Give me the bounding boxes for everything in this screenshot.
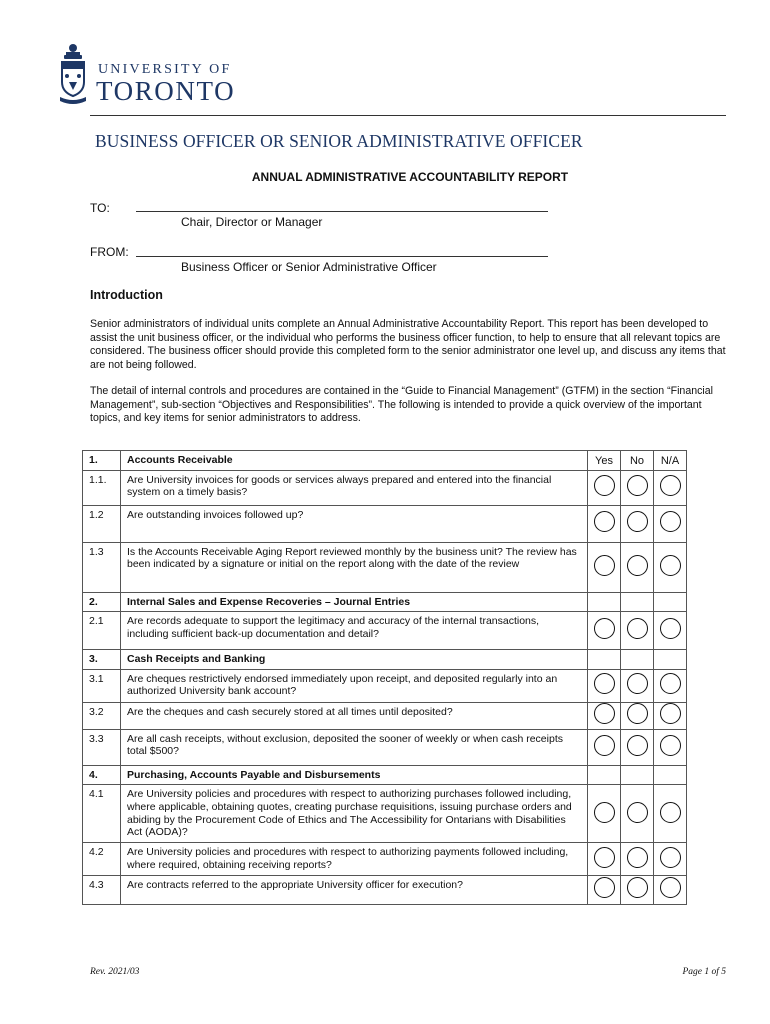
section-number: 4. <box>83 765 121 785</box>
answer-cell-yes <box>588 612 621 650</box>
answer-cell-yes <box>588 702 621 729</box>
answer-cell-no <box>621 542 654 592</box>
answer-cell-yes <box>588 650 621 670</box>
header-divider <box>90 115 726 116</box>
section-number: 3. <box>83 650 121 670</box>
table-row <box>83 843 687 875</box>
column-header-na: N/A <box>654 451 687 471</box>
from-field[interactable] <box>136 256 548 257</box>
answer-cell-yes <box>588 729 621 765</box>
answer-cell-no <box>621 669 654 702</box>
table-row <box>83 669 687 702</box>
item-number: 4.3 <box>83 875 121 904</box>
document-subtitle: ANNUAL ADMINISTRATIVE ACCOUNTABILITY REPORT <box>251 170 569 184</box>
answer-cell-na <box>654 542 687 592</box>
item-number: 3.3 <box>83 729 121 765</box>
answer-cell-yes <box>588 592 621 612</box>
radio-no[interactable] <box>627 475 648 496</box>
university-crest-icon <box>58 42 88 108</box>
section-row <box>83 650 687 670</box>
answer-cell-yes <box>588 875 621 904</box>
answer-cell-no <box>621 612 654 650</box>
item-number: 4.1 <box>83 785 121 843</box>
radio-no[interactable] <box>627 555 648 576</box>
question-text: Is the Accounts Receivable Aging Report reviewed monthly by the business unit? The review has been indicated by a signature or initial on the report along with the date of the review <box>121 542 588 592</box>
answer-cell-na <box>654 612 687 650</box>
section-row <box>83 765 687 785</box>
answer-cell-no <box>621 875 654 904</box>
question-text: Are all cash receipts, without exclusion, deposited the sooner of weekly or when cash receipts total $500? <box>121 729 588 765</box>
section-title: Purchasing, Accounts Payable and Disbursements <box>121 765 588 785</box>
item-number: 3.2 <box>83 702 121 729</box>
table-row <box>83 470 687 505</box>
answer-cell-no <box>621 592 654 612</box>
table-row <box>83 785 687 843</box>
document-title: BUSINESS OFFICER OR SENIOR ADMINISTRATIVE OFFICER <box>95 131 583 151</box>
radio-na[interactable] <box>660 847 681 868</box>
item-number: 2.1 <box>83 612 121 650</box>
table-row <box>83 612 687 650</box>
answer-cell-yes <box>588 542 621 592</box>
from-caption: Business Officer or Senior Administrative Officer <box>181 260 437 274</box>
to-field[interactable] <box>136 211 548 212</box>
answer-cell-yes <box>588 843 621 875</box>
table-row <box>83 505 687 542</box>
answer-cell-no <box>621 765 654 785</box>
question-text: Are outstanding invoices followed up? <box>121 505 588 542</box>
checklist-table <box>82 450 687 905</box>
page-number: Page 1 of 5 <box>682 967 726 977</box>
radio-yes[interactable] <box>594 735 615 756</box>
radio-no[interactable] <box>627 877 648 898</box>
radio-yes[interactable] <box>594 618 615 639</box>
radio-no[interactable] <box>627 847 648 868</box>
question-text: Are University policies and procedures with respect to authorizing payments followed including, where required, obtaining receiving reports? <box>121 843 588 875</box>
table-row <box>83 729 687 765</box>
to-caption: Chair, Director or Manager <box>181 215 323 229</box>
table-row <box>83 542 687 592</box>
university-name-line2: TORONTO <box>96 76 236 106</box>
radio-yes[interactable] <box>594 847 615 868</box>
section-row <box>83 592 687 612</box>
radio-yes[interactable] <box>594 673 615 694</box>
answer-cell-na <box>654 470 687 505</box>
radio-na[interactable] <box>660 618 681 639</box>
radio-yes[interactable] <box>594 802 615 823</box>
answer-cell-na <box>654 765 687 785</box>
introduction-paragraph-2: The detail of internal controls and procedures are contained in the “Guide to Financial Management” (GTFM) in the section “Financial Management”, sub-section “Objectives and Responsibilities”. The following is intended to provide a quick overview of the important topics, and key items for senior administrators to address. <box>90 385 713 425</box>
answer-cell-na <box>654 729 687 765</box>
answer-cell-yes <box>588 765 621 785</box>
radio-no[interactable] <box>627 802 648 823</box>
answer-cell-yes <box>588 785 621 843</box>
radio-yes[interactable] <box>594 511 615 532</box>
question-text: Are the cheques and cash securely stored at all times until deposited? <box>121 702 588 729</box>
answer-cell-yes <box>588 470 621 505</box>
answer-cell-na <box>654 505 687 542</box>
university-logo <box>58 42 258 112</box>
answer-cell-no <box>621 650 654 670</box>
radio-yes[interactable] <box>594 877 615 898</box>
table-header-row <box>83 451 687 471</box>
radio-yes[interactable] <box>594 703 615 724</box>
table-row <box>83 702 687 729</box>
answer-cell-na <box>654 843 687 875</box>
answer-cell-na <box>654 669 687 702</box>
answer-cell-na <box>654 785 687 843</box>
radio-na[interactable] <box>660 802 681 823</box>
answer-cell-na <box>654 875 687 904</box>
item-number: 1.1. <box>83 470 121 505</box>
radio-yes[interactable] <box>594 555 615 576</box>
radio-no[interactable] <box>627 735 648 756</box>
radio-na[interactable] <box>660 511 681 532</box>
question-text: Are University invoices for goods or services always prepared and entered into the financial system on a timely basis? <box>121 470 588 505</box>
answer-cell-no <box>621 843 654 875</box>
answer-cell-no <box>621 785 654 843</box>
radio-na[interactable] <box>660 475 681 496</box>
introduction-heading: Introduction <box>90 288 163 302</box>
radio-no[interactable] <box>627 703 648 724</box>
answer-cell-no <box>621 702 654 729</box>
radio-na[interactable] <box>660 877 681 898</box>
introduction-paragraph-1: Senior administrators of individual units complete an Annual Administrative Accountability Report. This report has been developed to assist the unit business officer, or the individual who performs the business officer function, to help to ensure that all relevant topics are considered. The business officer should provide this completed form to the senior administrator one level up, and discuss any items that are not being followed. <box>90 318 726 371</box>
radio-na[interactable] <box>660 735 681 756</box>
revision-label: Rev. 2021/03 <box>90 967 140 977</box>
from-label: FROM: <box>90 245 129 259</box>
column-header-yes: Yes <box>588 451 621 471</box>
item-number: 1.3 <box>83 542 121 592</box>
radio-no[interactable] <box>627 618 648 639</box>
answer-cell-na <box>654 702 687 729</box>
section-title: Accounts Receivable <box>121 451 588 471</box>
answer-cell-no <box>621 470 654 505</box>
column-header-no: No <box>621 451 654 471</box>
radio-na[interactable] <box>660 673 681 694</box>
answer-cell-yes <box>588 505 621 542</box>
radio-no[interactable] <box>627 673 648 694</box>
item-number: 4.2 <box>83 843 121 875</box>
question-text: Are University policies and procedures with respect to authorizing purchases followed including, where applicable, obtaining quotes, creating purchase requisitions, issuing purchase orders and abiding by the Procurement Code of Ethics and The Accessibility for Ontarians with Disabilities Act (AODA)? <box>121 785 588 843</box>
table-row <box>83 875 687 904</box>
radio-no[interactable] <box>627 511 648 532</box>
item-number: 1.2 <box>83 505 121 542</box>
answer-cell-no <box>621 729 654 765</box>
radio-na[interactable] <box>660 703 681 724</box>
section-title: Cash Receipts and Banking <box>121 650 588 670</box>
section-number: 2. <box>83 592 121 612</box>
to-label: TO: <box>90 201 110 215</box>
question-text: Are cheques restrictively endorsed immediately upon receipt, and deposited regularly into an authorized University bank account? <box>121 669 588 702</box>
answer-cell-yes <box>588 669 621 702</box>
university-name-line1: UNIVERSITY OF <box>98 62 232 77</box>
radio-na[interactable] <box>660 555 681 576</box>
answer-cell-no <box>621 505 654 542</box>
question-text: Are contracts referred to the appropriate University officer for execution? <box>121 875 588 904</box>
answer-cell-na <box>654 592 687 612</box>
question-text: Are records adequate to support the legitimacy and accuracy of the internal transactions, including sufficient back-up documentation and detail? <box>121 612 588 650</box>
section-title: Internal Sales and Expense Recoveries – Journal Entries <box>121 592 588 612</box>
section-number: 1. <box>83 451 121 471</box>
radio-yes[interactable] <box>594 475 615 496</box>
answer-cell-na <box>654 650 687 670</box>
item-number: 3.1 <box>83 669 121 702</box>
